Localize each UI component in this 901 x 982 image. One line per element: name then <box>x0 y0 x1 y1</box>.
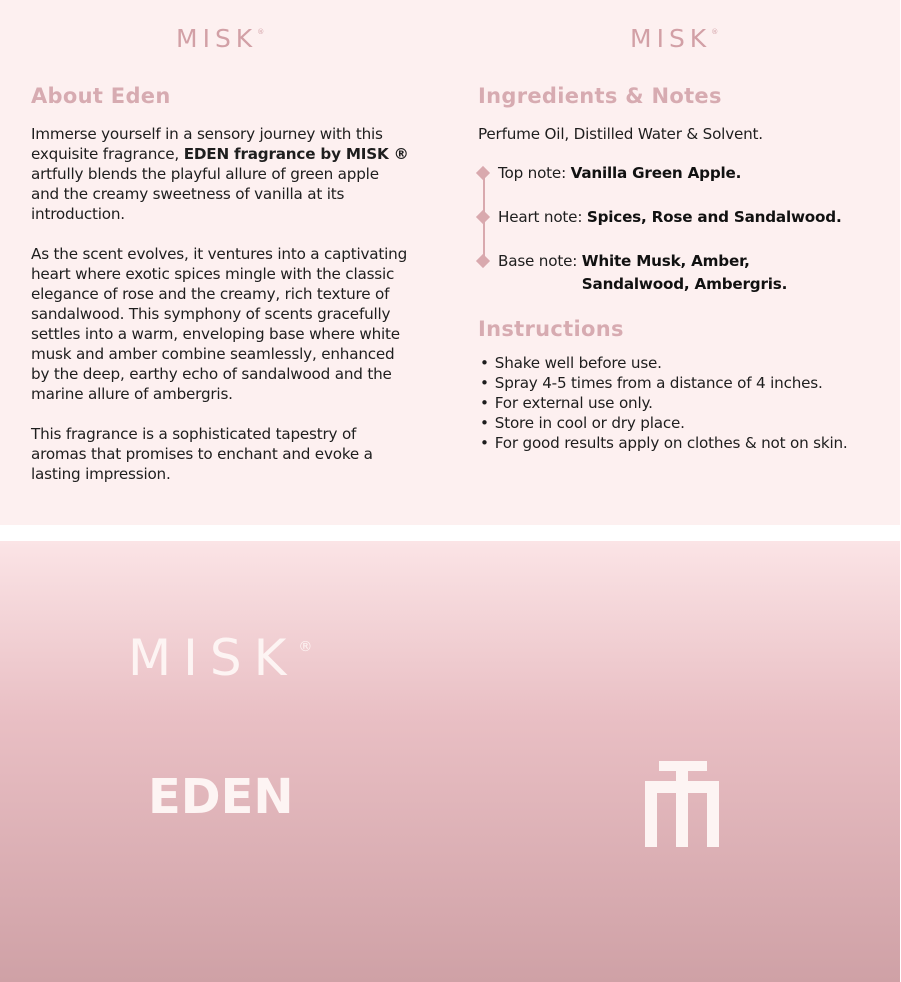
about-title: About Eden <box>31 84 171 108</box>
note-value: White Musk, Amber, Sandalwood, Ambergris. <box>581 252 788 293</box>
note-value: Spices, Rose and Sandalwood. <box>586 208 842 226</box>
about-section <box>31 84 411 484</box>
note-label: Heart note: <box>498 208 587 226</box>
note-top <box>498 162 888 185</box>
about-paragraph-2: As the scent evolves, it ventures into a captivating heart where exotic spices mingle with the classic elegance of rose and the creamy, rich texture of sandalwood. This symphony of scents gracefully settles into a warm, enveloping base where white musk and amber combine seamlessly, enhanced by the deep, earthy echo of sandalwood and the marine allure of ambergris. <box>31 245 408 403</box>
ingredients-section <box>478 84 888 453</box>
diamond-icon <box>476 254 490 268</box>
about-paragraph-1 <box>31 124 411 224</box>
note-base <box>498 250 888 296</box>
instructions-list <box>478 353 888 453</box>
note-label: Base note: <box>498 252 582 270</box>
instruction-item: • Spray 4-5 times from a distance of 4 inches. <box>478 373 888 393</box>
note-heart <box>498 206 888 229</box>
brand-name: MISK <box>128 629 299 687</box>
registered-mark: ® <box>257 28 265 36</box>
brand-name: MISK <box>176 24 258 53</box>
about-paragraph-3: This fragrance is a sophisticated tapestry of aromas that promises to enchant and evoke a lasting impression. <box>31 425 373 483</box>
about-p1-rest: artfully blends the playful allure of green apple and the creamy sweetness of vanilla at its introduction. <box>31 165 379 223</box>
about-p1-bold: EDEN fragrance by MISK ® <box>183 145 409 163</box>
note-value: Vanilla Green Apple. <box>570 164 742 182</box>
brand-logo-large <box>128 629 312 687</box>
registered-mark: ® <box>298 639 313 655</box>
note-label: Top note: <box>498 164 571 182</box>
instructions-title: Instructions <box>478 317 624 341</box>
brand-logo-left <box>176 24 264 54</box>
instruction-item: • For external use only. <box>478 393 888 413</box>
about-p1-intro: Immerse yourself in a sensory journey with this exquisite fragrance, <box>31 125 383 163</box>
instruction-item: • Store in cool or dry place. <box>478 413 888 433</box>
misk-monogram-icon <box>645 761 719 847</box>
brand-logo-right <box>630 24 718 54</box>
ingredients-title: Ingredients & Notes <box>478 84 722 108</box>
notes-list <box>478 162 888 296</box>
brand-name: MISK <box>630 24 712 53</box>
instruction-item: • For good results apply on clothes & not on skin. <box>478 433 888 453</box>
product-name: EDEN <box>148 769 294 825</box>
label-panel <box>0 541 900 982</box>
instruction-item: • Shake well before use. <box>478 353 888 373</box>
diamond-icon <box>476 166 490 180</box>
diamond-icon <box>476 210 490 224</box>
ingredients-text: Perfume Oil, Distilled Water & Solvent. <box>478 125 763 143</box>
registered-mark: ® <box>711 28 719 36</box>
